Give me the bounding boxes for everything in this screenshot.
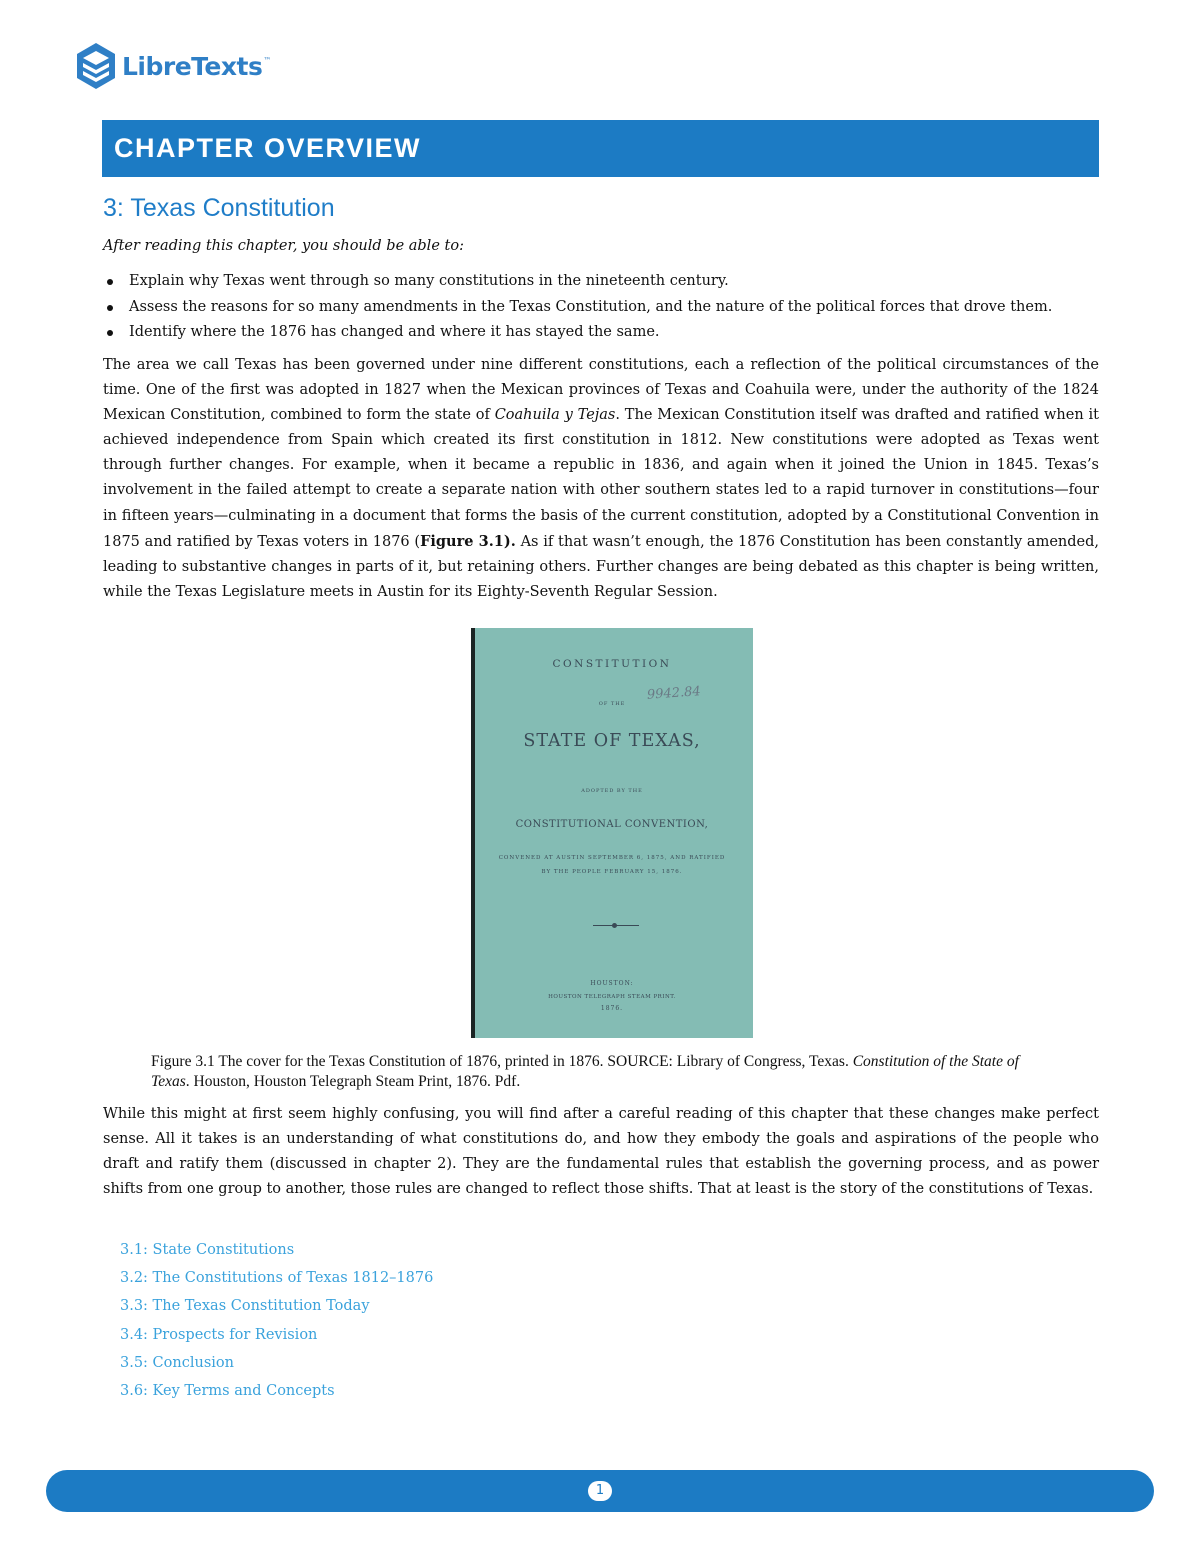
- cover-text: HOUSTON TELEGRAPH STEAM PRINT.: [548, 994, 676, 1000]
- section-link[interactable]: 3.3: The Texas Constitution Today: [120, 1298, 370, 1315]
- cover-binding-edge: [471, 628, 475, 1038]
- objective-item: [103, 320, 1103, 346]
- bullet-icon: [107, 330, 113, 336]
- cover-text: CONSTITUTIONAL CONVENTION,: [515, 819, 709, 830]
- cover-text: CONVENED AT AUSTIN SEPTEMBER 6, 1875, AND RATIFIED: [498, 855, 726, 861]
- cover-text: HOUSTON:: [590, 980, 634, 987]
- paragraph-text: The area we call Texas has been governed under nine different constitutions, each a reflection of the political circumstances of the time. One of the first was adopted in 1827 when the Mexican provinces of Texas and Coahuila were, under the authority of the 1824 Mexican Constitution, combined to form the state of: [103, 357, 1099, 424]
- cover-text: BY THE PEOPLE FEBRUARY 15, 1876.: [541, 869, 683, 875]
- paragraph-italic-term: Coahuila y Tejas: [494, 407, 616, 424]
- logo-trademark: ™: [263, 55, 272, 65]
- figure-caption: [151, 1052, 1051, 1092]
- libretexts-logo[interactable]: [74, 40, 271, 92]
- section-link[interactable]: 3.4: Prospects for Revision: [120, 1326, 318, 1343]
- cover-text: ADOPTED BY THE: [581, 788, 643, 794]
- figure-reference: Figure 3.1).: [420, 532, 516, 550]
- body-paragraph: While this might at first seem highly confusing, you will find after a careful reading of this chapter that these changes make perfect sense. All it takes is an understanding of what constitutions do, and how they embody the goals and aspirations of the people who draft and ratify them (discussed in chapter 2). They are the fundamental rules that establish the governing process, and as power shifts from one group to another, those rules are changed to reflect those shifts. That at least is the story of the constitutions of Texas.: [103, 1106, 1099, 1198]
- paragraph-text: . The Mexican Constitution itself was drafted and ratified when it achieved independence from Spain which created its first constitution in 1812. New constitutions were adopted as Texas went through further changes. For example, when it became a republic in 1836, and again when it joined the Union in 1845. Texas’s involvement in the failed attempt to create a separate nation with other southern states led to a rapid turnover in constitutions—four in fifteen years—culminating in a document that forms the basis of the current constitution, adopted by a Constitutional Convention in 1875 and ratified by Texas voters in 1876 (: [103, 407, 1099, 550]
- objective-text: Explain why Texas went through so many constitutions in the nineteenth century.: [129, 273, 729, 289]
- cover-text: CONSTITUTION: [552, 658, 672, 670]
- section-link[interactable]: 3.5: Conclusion: [120, 1354, 234, 1371]
- cover-ornament-dot: [612, 923, 617, 928]
- libretexts-logo-icon: [74, 41, 118, 91]
- chapter-overview-banner: [102, 120, 1099, 177]
- cover-text: 1876.: [600, 1005, 624, 1012]
- banner-label: CHAPTER OVERVIEW: [114, 133, 422, 163]
- caption-italic-title: Constitution of the State of Texas: [151, 1053, 1019, 1090]
- bullet-icon: [107, 305, 113, 311]
- chapter-title: 3: Texas Constitution: [103, 194, 335, 222]
- learning-objectives-list: [103, 269, 1103, 346]
- section-links-list: [120, 1236, 433, 1405]
- bullet-icon: [107, 279, 113, 285]
- cover-handwriting: 9942.84: [646, 684, 702, 703]
- constitution-cover-image: [471, 628, 753, 1038]
- cover-text: STATE OF TEXAS,: [523, 731, 701, 751]
- paragraph-text: As if that wasn’t enough, the 1876 Constitution has been constantly amended, leading to substantive changes in parts of it, but retaining others. Further changes are being debated as this chapter is being written, while the Texas Legislature meets in Austin for its Eighty-Seventh Regular Session.: [103, 533, 1099, 600]
- page-number-badge: 1: [588, 1481, 612, 1501]
- learning-objectives-intro: After reading this chapter, you should be able to:: [103, 238, 464, 254]
- caption-text: . Houston, Houston Telegraph Steam Print, 1876. Pdf.: [185, 1073, 521, 1090]
- objective-item: [103, 295, 1103, 321]
- objective-text: Identify where the 1876 has changed and where it has stayed the same.: [129, 324, 660, 340]
- section-link[interactable]: 3.2: The Constitutions of Texas 1812–1876: [120, 1270, 434, 1287]
- section-link[interactable]: 3.6: Key Terms and Concepts: [120, 1383, 335, 1400]
- section-link[interactable]: 3.1: State Constitutions: [120, 1242, 295, 1258]
- caption-text: Figure 3.1 The cover for the Texas Constitution of 1876, printed in 1876. SOURCE: Library of Congress, Texas.: [151, 1053, 853, 1070]
- intro-paragraph: [103, 353, 1099, 605]
- objective-text: Assess the reasons for so many amendments in the Texas Constitution, and the nature of the political forces that drove them.: [129, 298, 1053, 315]
- cover-text: OF THE: [598, 701, 626, 707]
- objective-item: [103, 269, 1103, 295]
- logo-text: LibreTexts: [122, 51, 263, 81]
